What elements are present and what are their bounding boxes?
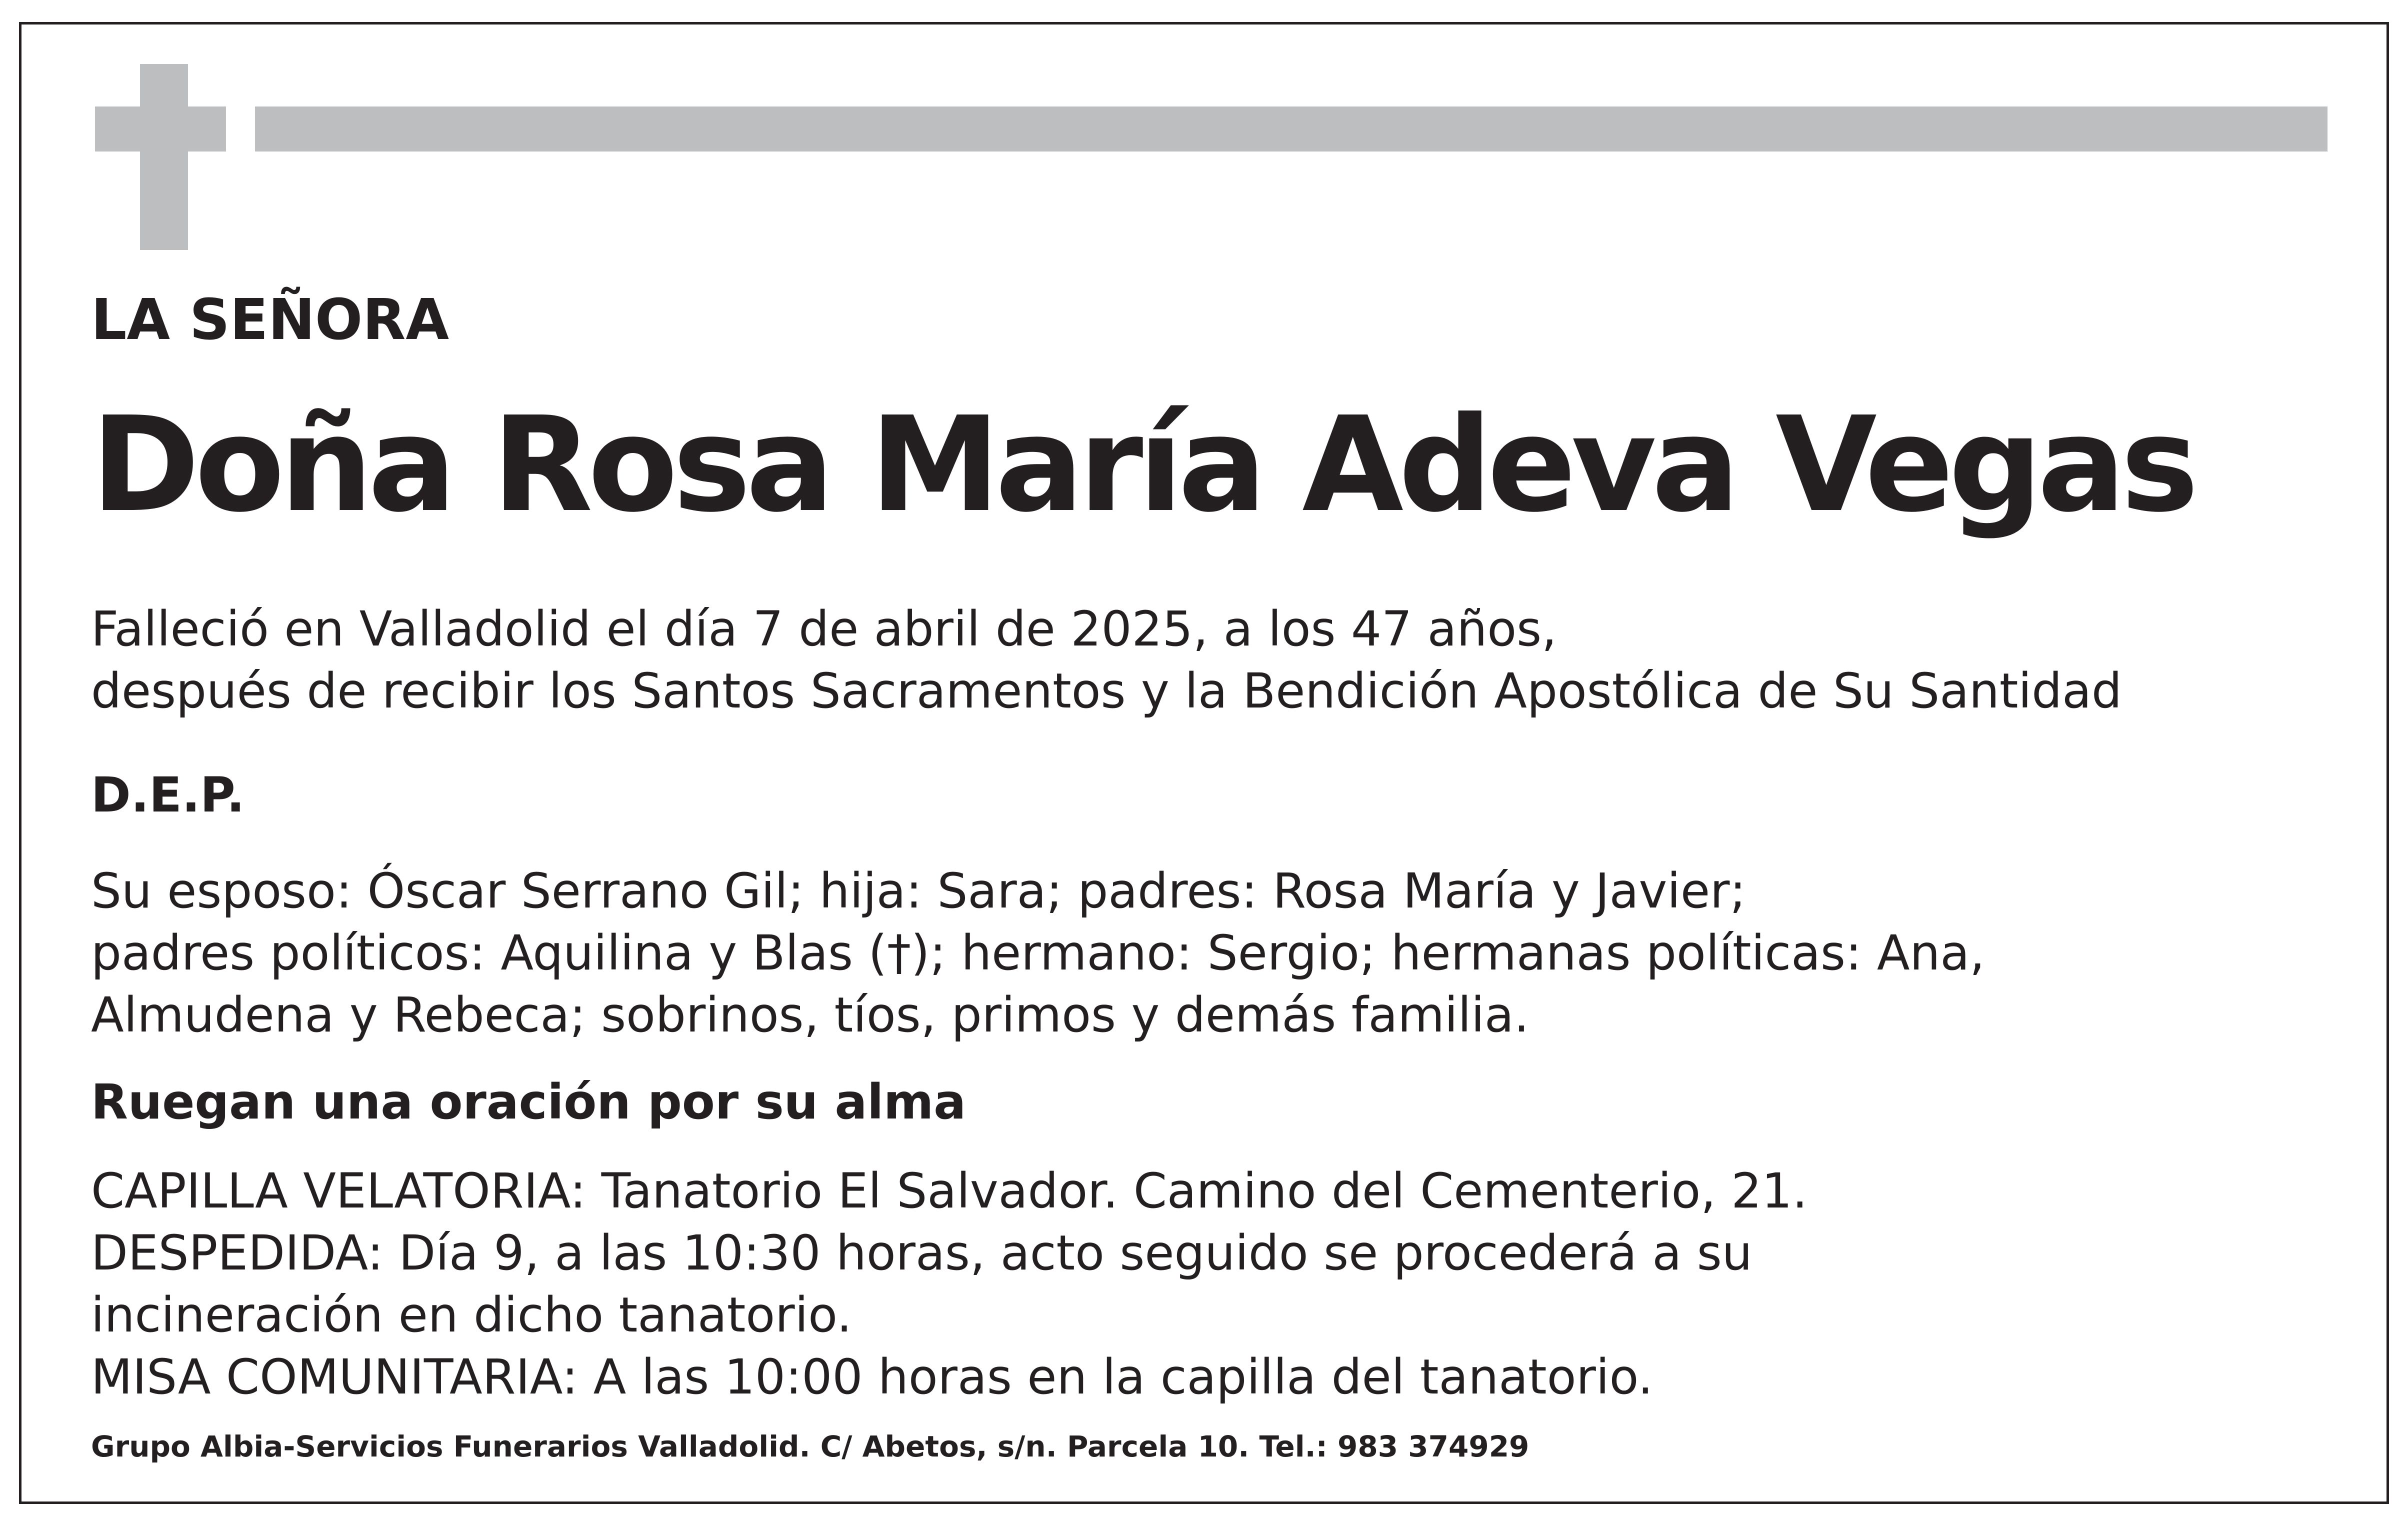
- cross-vertical-bar: [140, 64, 188, 250]
- service-line: CAPILLA VELATORIA: Tanatorio El Salvador. Camino del Cementerio, 21.: [91, 1163, 1808, 1219]
- service-line: DESPEDIDA: Día 9, a las 10:30 horas, acto seguido se procederá a su: [91, 1225, 1752, 1281]
- service-line: MISA COMUNITARIA: A las 10:00 horas en la capilla del tanatorio.: [91, 1349, 1654, 1405]
- death-notice-line: después de recibir los Santos Sacramentos y la Bendición Apostólica de Su Santidad: [91, 663, 2122, 719]
- header-rule: [255, 106, 2328, 152]
- heading-title: LA SEÑORA: [91, 288, 450, 352]
- family-line: Su esposo: Óscar Serrano Gil; hija: Sara; padres: Rosa María y Javier;: [91, 863, 1746, 919]
- deceased-name: Doña Rosa María Adeva Vegas: [91, 388, 2194, 541]
- family-line: Almudena y Rebeca; sobrinos, tíos, primos y demás familia.: [91, 987, 1530, 1043]
- cross-horizontal-bar: [95, 106, 226, 152]
- service-line: incineración en dicho tanatorio.: [91, 1287, 852, 1343]
- death-notice-line: Falleció en Valladolid el día 7 de abril de 2025, a los 47 años,: [91, 601, 1557, 657]
- family-line: padres políticos: Aquilina y Blas (†); hermano: Sergio; hermanas políticas: Ana,: [91, 925, 1985, 981]
- funeral-home-footer: Grupo Albia-Servicios Funerarios Valladolid. C/ Abetos, s/n. Parcela 10. Tel.: 983 374929: [91, 1430, 1530, 1464]
- rip-label: D.E.P.: [91, 767, 245, 823]
- prayer-request: Ruegan una oración por su alma: [91, 1074, 966, 1130]
